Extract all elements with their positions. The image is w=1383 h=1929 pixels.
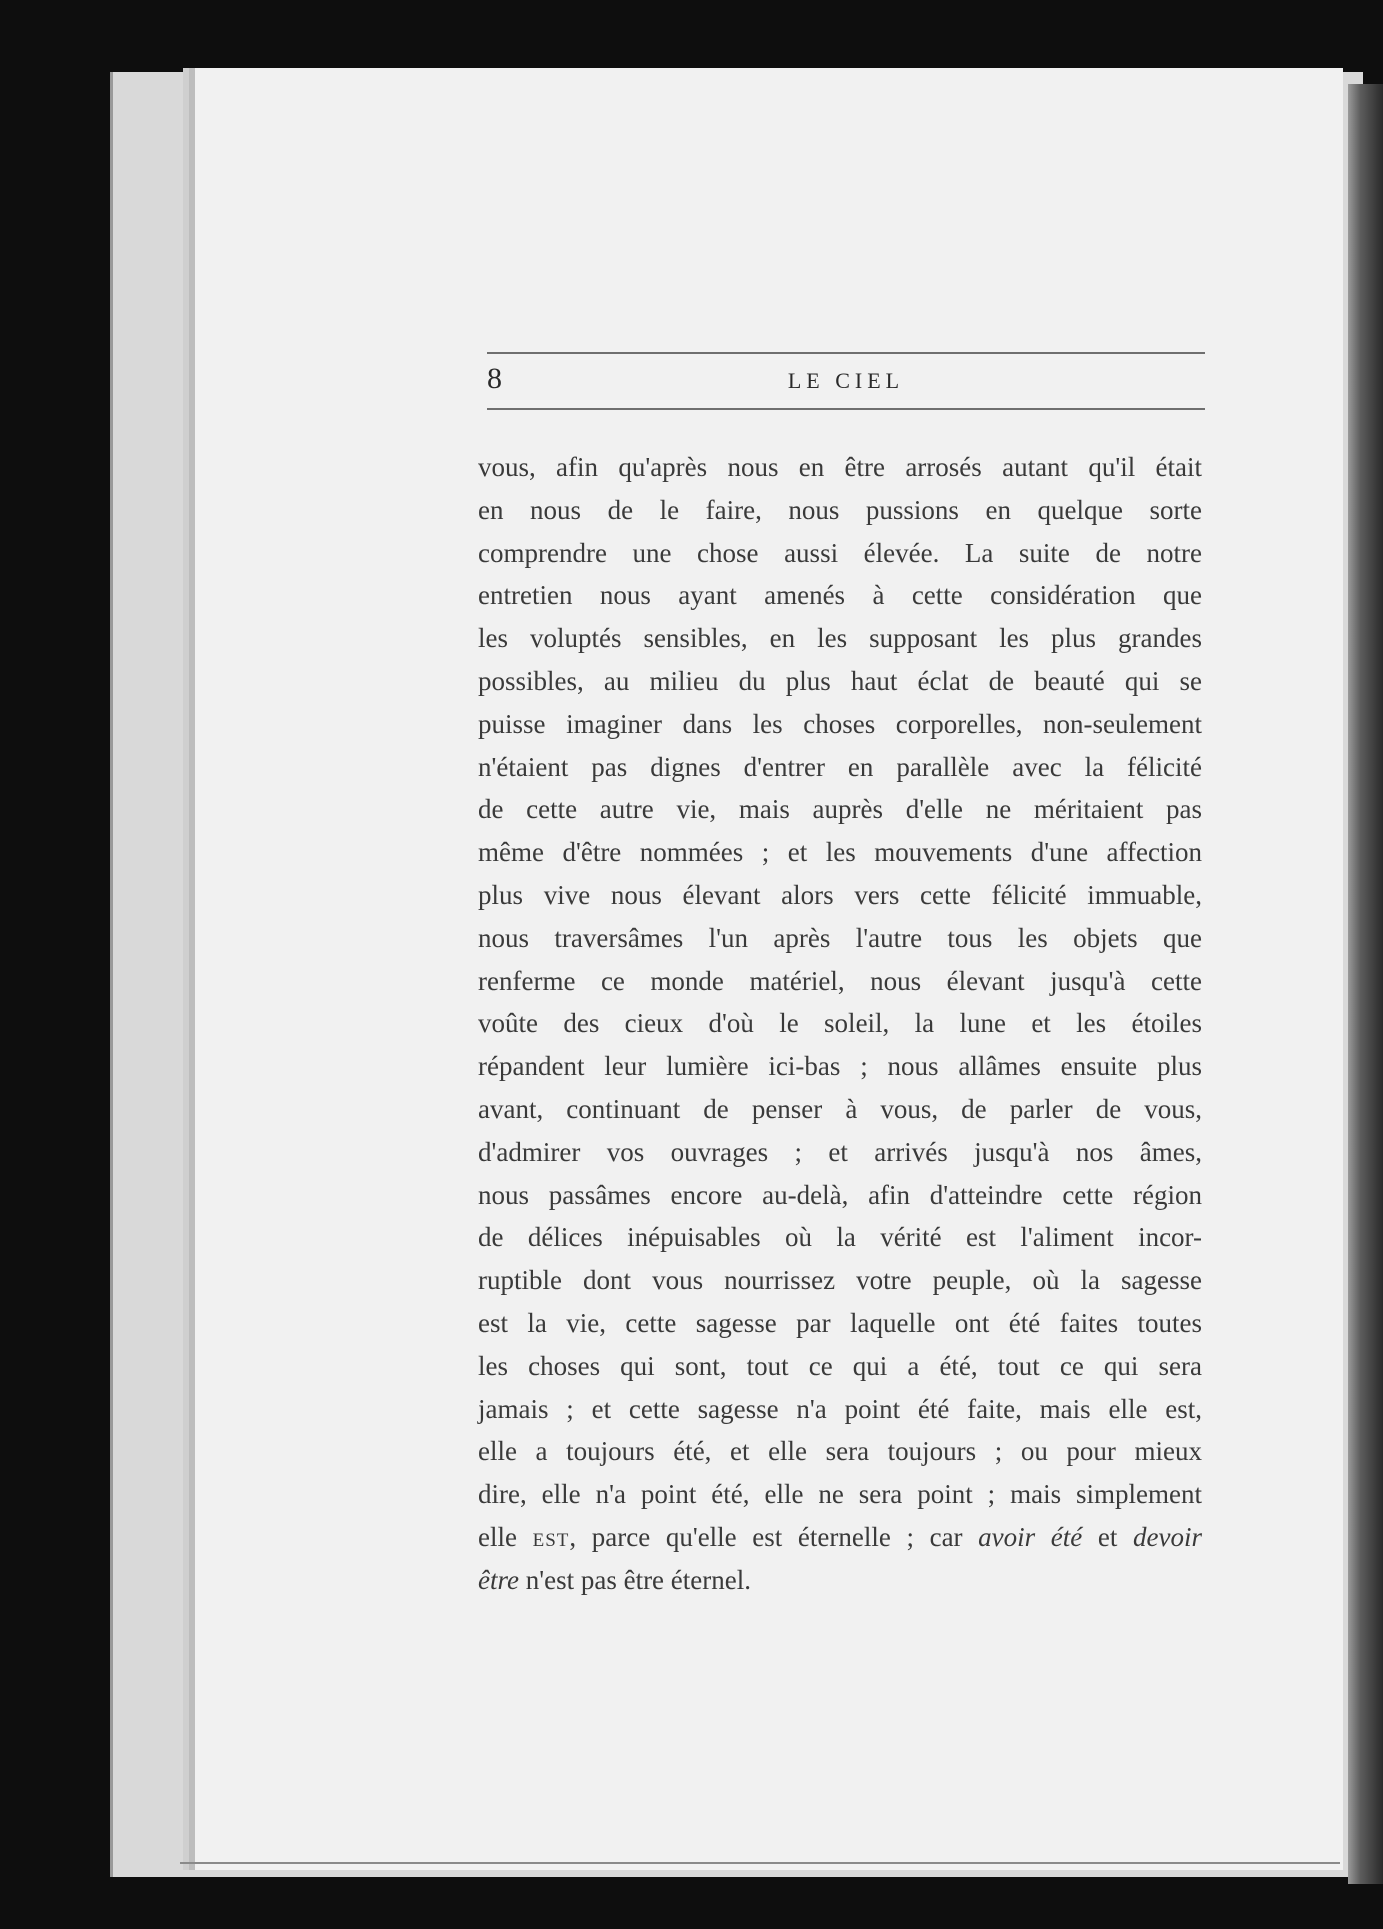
text-line: n'étaient pas dignes d'entrer en parallèle avec la félicité xyxy=(478,751,1202,782)
italic-phrase: avoir été xyxy=(978,1521,1083,1552)
page-edge-shadow xyxy=(1348,84,1383,1884)
italic-phrase: devoir xyxy=(1133,1521,1202,1552)
text-line: possibles, au milieu du plus haut éclat de beauté qui se xyxy=(478,665,1202,696)
text-line: d'admirer vos ouvrages ; et arrivés jusqu'à nos âmes, xyxy=(478,1136,1202,1167)
text-fragment: , parce qu'elle est éternelle ; car xyxy=(569,1521,979,1552)
page-number: 8 xyxy=(487,362,502,395)
text-line: elle a toujours été, et elle sera toujours ; ou pour mieux xyxy=(478,1436,1202,1467)
text-fragment: n'est pas être éternel. xyxy=(518,1564,751,1595)
text-line: renferme ce monde matériel, nous élevant jusqu'à cette xyxy=(478,965,1202,996)
text-line-last xyxy=(478,1559,1202,1602)
text-line: plus vive nous élevant alors vers cette félicité immuable, xyxy=(478,879,1202,910)
text-fragment: et xyxy=(1082,1521,1133,1552)
running-title: LE CIEL xyxy=(787,368,905,393)
text-line: dire, elle n'a point été, elle ne sera point ; mais simplement xyxy=(478,1479,1202,1510)
text-line: est la vie, cette sagesse par laquelle ont été faites toutes xyxy=(478,1307,1202,1338)
header-rule-bottom xyxy=(487,408,1205,410)
text-line: ruptible dont vous nourrissez votre peuple, où la sagesse xyxy=(478,1265,1202,1296)
text-line: nous traversâmes l'un après l'autre tous les objets que xyxy=(478,922,1202,953)
header-rule-top xyxy=(487,352,1205,354)
text-line: les voluptés sensibles, en les supposant les plus grandes xyxy=(478,623,1202,654)
text-line: puisse imaginer dans les choses corporelles, non-seulement xyxy=(478,708,1202,739)
text-line: vous, afin qu'après nous en être arrosés autant qu'il était xyxy=(478,452,1202,482)
text-line: de délices inépuisables où la vérité est l'aliment incor- xyxy=(478,1222,1202,1253)
text-line: avant, continuant de penser à vous, de parler de vous, xyxy=(478,1093,1202,1124)
italic-phrase: être xyxy=(478,1564,519,1595)
text-line: comprendre une chose aussi élevée. La suite de notre xyxy=(478,537,1202,568)
text-line: entretien nous ayant amenés à cette considération que xyxy=(478,580,1202,611)
small-caps-word: est xyxy=(532,1521,570,1552)
text-line: les choses qui sont, tout ce qui a été, tout ce qui sera xyxy=(478,1350,1202,1381)
text-line: de cette autre vie, mais auprès d'elle ne méritaient pas xyxy=(478,794,1202,825)
bottom-edge-line xyxy=(180,1862,1340,1864)
text-line: même d'être nommées ; et les mouvements d'une affection xyxy=(478,837,1202,868)
text-line: nous passâmes encore au-delà, afin d'atteindre cette région xyxy=(478,1179,1202,1210)
text-line: répandent leur lumière ici-bas ; nous allâmes ensuite plus xyxy=(478,1051,1202,1082)
page-header xyxy=(487,362,1205,402)
body-text xyxy=(478,446,1202,1602)
text-line: en nous de le faire, nous pussions en quelque sorte xyxy=(478,494,1202,525)
text-fragment: elle xyxy=(478,1521,533,1552)
text-line: voûte des cieux d'où le soleil, la lune et les étoiles xyxy=(478,1008,1202,1039)
text-line: jamais ; et cette sagesse n'a point été faite, mais elle est, xyxy=(478,1393,1202,1424)
text-line xyxy=(478,1516,1202,1559)
